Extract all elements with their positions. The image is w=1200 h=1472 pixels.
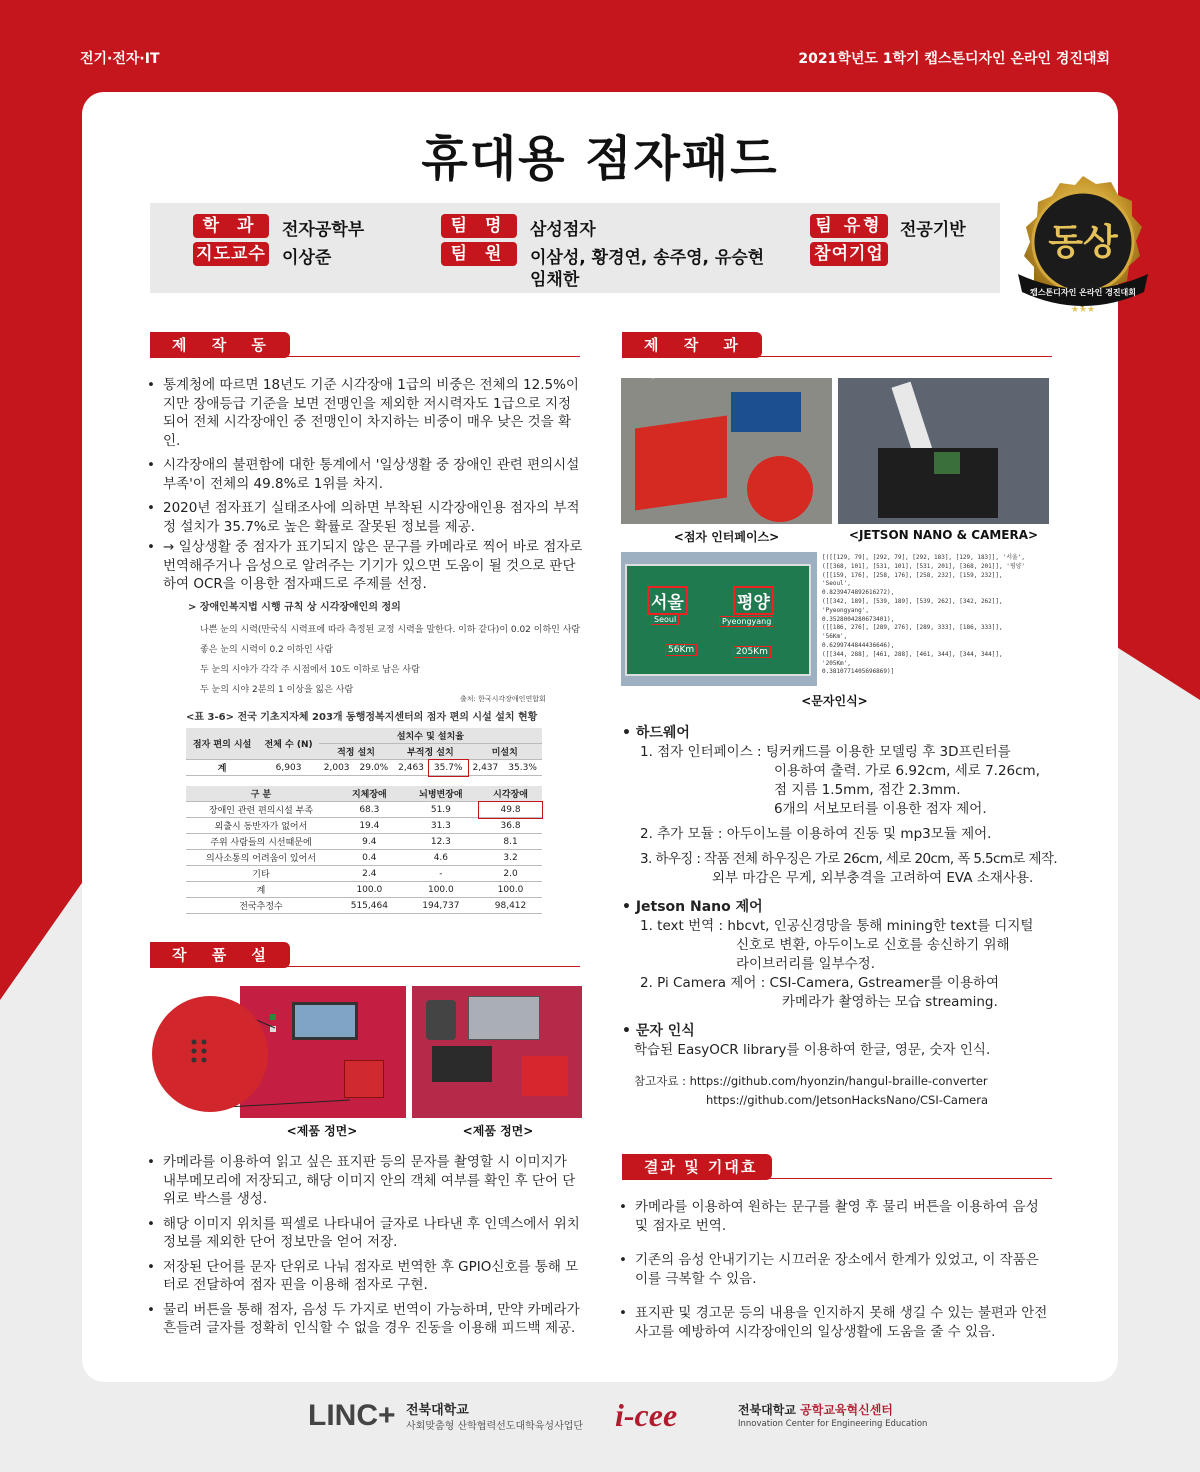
description-heading: 작 품 설 명 (150, 942, 290, 968)
list-item: • 저장된 단어를 문자 단위로 나눠 점자로 번역한 후 GPIO신호를 통해 모터로 전달하여 점자 핀을 이용해 점자로 구현. (147, 1258, 583, 1295)
team-label: 팀 명 (441, 214, 517, 238)
members-value-2: 임채한 (530, 270, 580, 290)
footer (0, 1395, 1200, 1445)
linc-subtitle: 사회맞춤형 산학협력선도대학육성사업단 (406, 1421, 584, 1432)
law-item: 두 눈의 시야 2분의 1 이상을 잃은 사람 (200, 685, 354, 695)
divider (622, 356, 1052, 357)
company-label: 참여기업 (810, 242, 888, 266)
ocr-heading: • 문자 인식 (622, 1023, 695, 1039)
univ-name: 전북대학교 (406, 1403, 469, 1418)
reference-link: https://github.com/hyonzin/hangul-braille-converter (689, 1074, 988, 1088)
members-value-1: 이삼성, 황경연, 송주영, 유승현 (530, 248, 765, 268)
list-item: • 2020년 점자표기 실태조사에 의하면 부착된 시각장애인용 점자의 부적정 설치가 35.7%로 높은 확률로 잘못된 정보를 제공. (147, 499, 583, 536)
caption: <제품 정면> (462, 1124, 534, 1138)
result-list (619, 1198, 1055, 1347)
type-value: 전공기반 (900, 220, 966, 240)
sign-text: Seoul (651, 614, 679, 625)
list-item: • 시각장애의 불편함에 대한 통계에서 '일상생활 중 장애인 관련 편의시설 부족'이 전체의 49.8%로 1위를 차지. (147, 456, 583, 493)
jetson-nano-photo (838, 378, 1049, 524)
icee-logo: i-cee (615, 1397, 678, 1433)
motivation-list (147, 376, 583, 600)
process-heading: 제 작 과 정 (622, 332, 762, 358)
type-label: 팀 유형 (810, 214, 888, 238)
sign-text: 56Km (665, 644, 697, 656)
caption: <점자 인터페이스> (673, 530, 780, 544)
linc-logo: LINC+ (308, 1399, 396, 1432)
table-row: 주위 사람들의 시선때문에 9.4 12.3 8.1 (186, 834, 542, 850)
dept-label: 학 과 (193, 214, 269, 238)
law-item: 나쁜 눈의 시력(만국식 시력표에 따라 측정된 교정 시력을 말한다. 이하 같다)이 0.02 이하인 사람 (200, 625, 581, 635)
process-details: • 하드웨어 1. 점자 인터페이스 : 팅커캐드를 이용한 모델링 후 3D프린터를 이용하여 출력. 가로 6.92cm, 세로 7.26cm, 점 지름 1.5mm, 점간 2.3mm. 6개의 서보모터를 이용한 점자 제어. 2. 추가 모듈 : 아두이노를 이용하여 진동 및 mp3모듈 제어. 3. 하우징 : 작품 전체 하우징은 가로 26cm, 세로 20cm, 폭 5.5cm로 제작. 외부 마감은 무게, 외부충격을 고려하여 EVA 소재사용. • Jetson Nano 제어 1. text 번역 : hbcvt, 인공신경망을 통해 mining한 text를 디지털 신호로 변환, 아두이노로 신호를 송신하기 위해 라이브러리를 일부수정. 2. Pi Camera 제어 : CSI-Camera, Gstreamer를 이용하여 카메라가 촬영하는 모습 streaming. • 문자 인식 학습된 EasyOCR library를 이용하여 한글, 영문, 숫자 인식. 참고자료 : https://github.com/hyonzin/hangul-braille-converter https://github.com/JetsonHacksNano/CSI-Camera (622, 724, 1062, 1110)
dept-value: 전자공학부 (282, 220, 365, 240)
road-sign-photo (621, 552, 817, 686)
sign-text: 205Km (733, 646, 771, 658)
caption: <문자인식> (801, 694, 868, 708)
divider (622, 1178, 1052, 1179)
table-row: 계 100.0 100.0 100.0 (186, 882, 542, 898)
result-heading: 결과 및 기대효과 (622, 1154, 772, 1180)
motivation-heading: 제 작 동 기 (150, 332, 290, 358)
law-title: > 장애인복지법 시행 규칙 상 시각장애인의 정의 (188, 602, 401, 613)
advisor-value: 이상준 (282, 248, 332, 268)
braille-interface-photo (621, 378, 832, 524)
installation-table: 점자 편의 시설 전체 수 (N) 설치수 및 설치율 적정 설치 부적정 설치 미설치 계 6,903 2,003 29.0% 2,463 35.7% 2,437 35.3% (186, 728, 542, 776)
caption: <JETSON NANO & CAMERA> (848, 528, 1039, 542)
table-title: <표 3-6> 전국 기초지자체 203개 동행정복지센터의 점자 편의 시설 설치 현황 (186, 712, 538, 723)
list-item: • 해당 이미지 위치를 픽셀로 나타내어 글자로 나타낸 후 인덱스에서 위치정보를 제외한 단어 정보만을 얻어 저장. (147, 1215, 583, 1252)
law-item: 좋은 눈의 시력이 0.2 이하인 사람 (200, 645, 333, 655)
hardware-heading: • 하드웨어 (622, 725, 690, 741)
law-item: 두 눈의 시야가 각각 주 시점에서 10도 이하로 남은 사람 (200, 665, 420, 675)
category-tag: 전기·전자·IT (80, 51, 160, 67)
sign-text: 평양 (733, 586, 774, 615)
table-row: 계 (186, 760, 258, 776)
jetson-heading: • Jetson Nano 제어 (622, 899, 763, 915)
list-item: • 통계청에 따르면 18년도 기준 시각장애 1급의 비중은 전체의 12.5%이지만 장애등급 기준을 보면 전맹인을 제외한 저시력자도 1급으로 지정되어 전체 시각장애인 중 전맹인이 차지하는 비중이 매우 낮은 것을 확인. (147, 376, 583, 450)
ocr-output: [([[129, 79], [292, 79], [292, 183], [129, 183]], '서울', ([[368, 101], [531, 101], [531, 201], [368, 201]], '평양' ([[159, 176], [258, 176], [258, 232], [159, 232]], 'Seoul', 0.8239474892616272), ([[342, 189], [539, 189], [539, 262], [342, 262]], 'Pyeongyang', 0.3528004280673401), ([[186, 276], [289, 276], [289, 333], [186, 333]], '56Km', 0.6299744844436646), ([[344, 288], [461, 288], [461, 344], [344, 344]], '205Km', 0.3810771405696869)] (820, 552, 1048, 686)
divider (150, 966, 580, 967)
sign-text: 서울 (647, 586, 688, 615)
sign-text: Pyeongyang (719, 616, 774, 627)
svg-text:★★★: ★★★ (1070, 305, 1096, 315)
team-value: 삼성점자 (530, 220, 596, 240)
list-item: • 카메라를 이용하여 읽고 싶은 표지판 등의 문자를 촬영할 시 이미지가 내부메모리에 저장되고, 해당 이미지 안의 객체 여부를 확인 후 단어 단위로 박스를 생성. (147, 1153, 583, 1209)
award-text: 동상 (1048, 222, 1118, 263)
divider (150, 356, 580, 357)
poster-title: 휴대용 점자패드 (421, 131, 779, 187)
description-list (147, 1153, 583, 1344)
table-row: 장애인 관련 편의시설 부족 68.3 51.9 49.8 (186, 802, 542, 818)
list-item: • 카메라를 이용하여 원하는 문구를 촬영 후 물리 버튼을 이용하여 음성 및 점자로 번역. (619, 1198, 1055, 1235)
icee-subtitle: Innovation Center for Engineering Education (738, 1419, 928, 1429)
list-item: • 기존의 음성 안내기기는 시끄러운 장소에서 한계가 있었고, 이 작품은 이를 극복할 수 있음. (619, 1251, 1055, 1288)
list-item: • 물리 버튼을 통해 점자, 음성 두 가지로 번역이 가능하며, 만약 카메라가 흔들려 글자를 정확히 인식할 수 없을 경우 진동을 이용해 피드백 제공. (147, 1301, 583, 1338)
members-label: 팀 원 (441, 242, 517, 266)
competition-title: 2021학년도 1학기 캡스톤디자인 온라인 경진대회 (798, 51, 1110, 67)
list-item: • 표지판 및 경고문 등의 내용을 인지하지 못해 생길 수 있는 불편과 안전사고를 예방하여 시각장애인의 일상생활에 도움을 줄 수 있음. (619, 1304, 1055, 1341)
table-row: 외출시 동반자가 없어서 19.4 31.3 36.8 (186, 818, 542, 834)
caption: <제품 정면> (286, 1124, 358, 1138)
reference-link: https://github.com/JetsonHacksNano/CSI-Camera (706, 1093, 989, 1107)
advisor-label: 지도교수 (193, 242, 269, 266)
bronze-award-badge-icon (1008, 174, 1158, 324)
product-inside-photo (412, 986, 582, 1118)
table-row: 의사소통의 어려움이 있어서 0.4 4.6 3.2 (186, 850, 542, 866)
badge-ring-text: 캡스톤디자인 온라인 경진대회 (1029, 288, 1137, 297)
braille-pad-closeup-icon (150, 990, 400, 1120)
arrow-conclusion: • → 일상생활 중 점자가 표기되지 않은 문구를 카메라로 찍어 바로 점자로 번역해주거나 음성으로 알려주는 기기가 있으면 도움이 될 것으로 판단하여 OCR을 이용한 점자패드로 주제를 선정. (147, 538, 583, 594)
law-source: 출처: 한국시각장애인연합회 (460, 695, 546, 703)
table-row: 전국추정수 515,464 194,737 98,412 (186, 898, 542, 914)
table-row: 기타 2.4 - 2.0 (186, 866, 542, 882)
inconvenience-table: 구 분 지체장애 뇌병변장애 시각장애 장애인 관련 편의시설 부족 68.3 51.9 49.8 외출시 동반자가 없어서 19.4 31.3 36.8 주위 사람들의 시선때문에 9.4 12.3 8.1 의사소통의 어려움이 있어서 0.4 4.6 3.2 기타 2.4 - 2.0 계 100.0 100.0 100.0 전국추정수 515,464 194,737 98,412 (186, 786, 542, 914)
icee-title: 전북대학교 공학교육혁신센터 (738, 1403, 893, 1417)
